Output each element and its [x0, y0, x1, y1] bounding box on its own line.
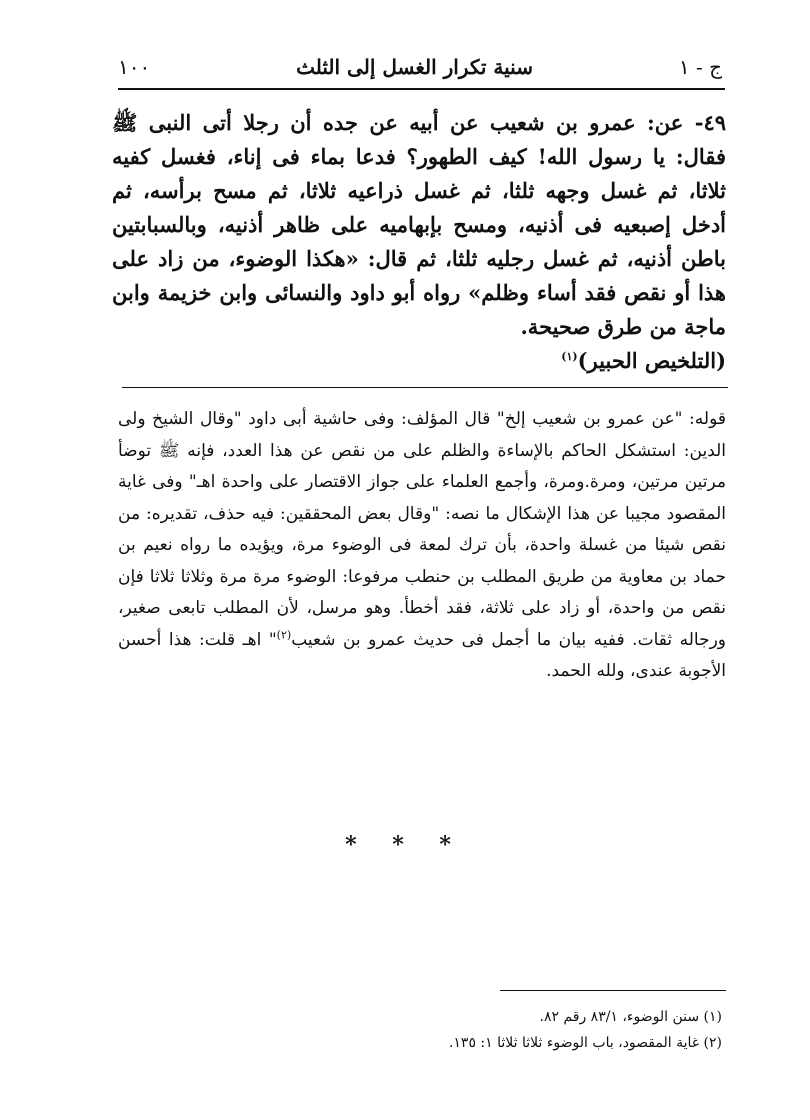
running-header [118, 48, 722, 86]
footnote-1: (١) سنن الوضوء، ٨٣/١ رقم ٨٢. [539, 1009, 722, 1025]
footnote-ref-2: (٢) [276, 627, 292, 641]
hadith-paragraph: ٤٩- عن: عمرو بن شعيب عن أبيه عن جده أن رجلا أتى النبى ﷺ فقال: يا رسول الله! كيف الطهور؟ فدعا بماء فى إناء، فغسل كفيه ثلاثا، ثم غسل وجهه ثلثا، ثم غسل ذراعيه ثلاثا، ثم مسح برأسه، ثم أدخل إصبعيه فى أذنيه، ومسح بإبهاميه على ظاهر أذنيه، وبالسبابتين باطن أذنيه، ثم غسل رجليه ثلثا، ثم قال: «هكذا الوضوء، من زاد على هذا أو نقص فقد أساء وظلم» رواه أبو داود والنسائى وابن خزيمة وابن ماجة من طرق صحيحة. [112, 110, 726, 339]
commentary-paragraph [118, 404, 726, 688]
hadith-text-block [112, 106, 726, 378]
footnote-rule [500, 990, 726, 991]
chapter-title: سنية تكرار الغسل إلى الثلث [296, 55, 533, 79]
volume-label: ج - ١ [678, 55, 722, 79]
commentary-tail: " اهـ قلت: هذا أحسن الأجوبة عندى، ولله الحمد. [118, 629, 726, 681]
section-separator: * * * [345, 832, 465, 858]
commentary-block [118, 404, 726, 688]
footnote-ref-1: (١) [561, 350, 578, 363]
header-rule [118, 88, 725, 90]
commentary-text: قوله: "عن عمرو بن شعيب إلخ" قال المؤلف: وفى حاشية أبى داود "وقال الشيخ ولى الدين: استشكل الحاكم بالإساءة والظلم على من نقص عن هذا العدد، فإنه ﷺ توضأ مرتين مرتين، ومرة.ومرة، وأجمع العلماء على جواز الاقتصار على واحدة اهـ" وفى غاية المقصود مجيبا عن هذا الإشكال ما نصه: "وقال بعض المحققين: فيه حذف، تقديره: من نقص شيئا من غسلة واحدة، بأن ترك لمعة فى الوضوء مرة، ويؤيده ما رواه نعيم بن حماد بن معاوية من طريق المطلب بن حنطب مرفوعا: الوضوء مرة مرة وثلاثا ثلاثا فإن نقص من واحدة، أو زاد على ثلاثة، فقد أخطأ. وهو مرسل، لأن المطلب تابعى صغير، ورجاله ثقات. ففيه بيان ما أجمل فى حديث عمرو بن شعيب [118, 409, 726, 650]
footnote-2: (٢) غاية المقصود، باب الوضوء ثلاثا ثلاثا ١: ١٣٥. [448, 1035, 722, 1051]
page-number: ١٠٠ [118, 55, 151, 79]
section-rule [122, 387, 728, 388]
hadith-citation [112, 344, 726, 378]
citation-source: (التلخيص الحبير) [577, 348, 726, 373]
footnotes [118, 1004, 722, 1056]
